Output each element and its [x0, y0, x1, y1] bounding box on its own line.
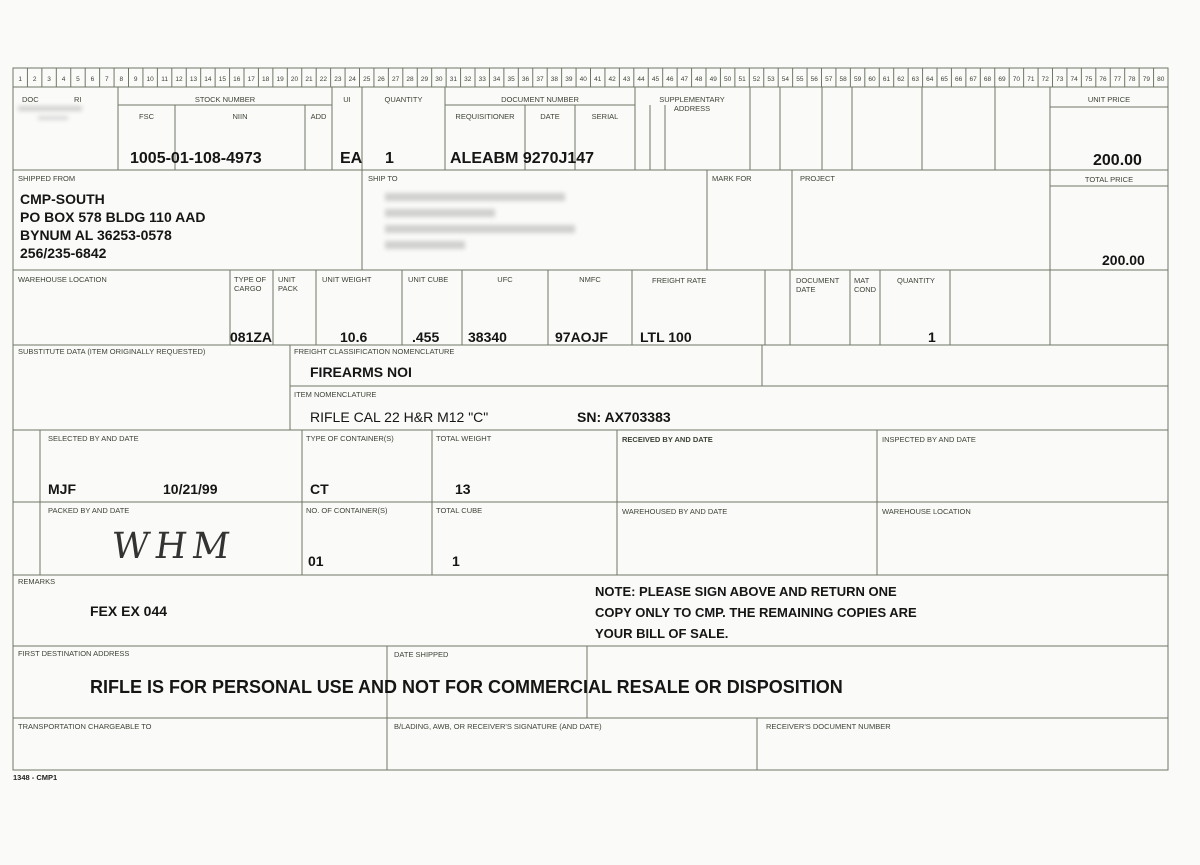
- card-column-number: 8: [119, 76, 124, 83]
- shipped-from-label: SHIPPED FROM: [18, 174, 76, 183]
- freight-rate-value: LTL 100: [640, 329, 692, 345]
- unit-price-value: 200.00: [1093, 152, 1142, 169]
- total-weight-label: TOTAL WEIGHT: [436, 434, 492, 443]
- add-label: ADD: [310, 112, 327, 121]
- card-column-number: 53: [767, 76, 775, 83]
- substitute-data-label: SUBSTITUTE DATA (ITEM ORIGINALLY REQUESTED): [18, 347, 206, 356]
- card-column-number: 5: [76, 76, 80, 83]
- card-column-number: 17: [247, 76, 255, 83]
- doc-label: DOC: [22, 95, 39, 104]
- card-column-number: 70: [1012, 76, 1021, 83]
- stock-number-value: 1005-01-108-4973: [130, 150, 262, 167]
- no-of-containers-value: 01: [308, 553, 324, 569]
- shipped-from-line-3: BYNUM AL 36253-0578: [20, 227, 172, 243]
- card-column-number: 51: [738, 76, 746, 83]
- card-column-number: 33: [478, 76, 486, 83]
- note-line-3: YOUR BILL OF SALE.: [595, 626, 729, 641]
- document-number-value: ALEABM 9270J147: [450, 150, 595, 167]
- card-column-number: 67: [969, 76, 977, 83]
- card-column-number: 74: [1070, 76, 1078, 83]
- received-by-label: RECEIVED BY AND DATE: [622, 435, 713, 444]
- card-column-number: 6: [90, 76, 95, 83]
- freight-rate-label: FREIGHT RATE: [652, 276, 707, 285]
- unit-cube-value: .455: [412, 329, 440, 345]
- blading-label: B/LADING, AWB, OR RECEIVER'S SIGNATURE (AND DATE): [394, 722, 602, 731]
- card-column-number: 31: [449, 76, 457, 83]
- card-column-number: 21: [305, 76, 313, 83]
- form-id: 1348 - CMP1: [13, 773, 58, 782]
- card-column-number: 32: [464, 76, 472, 83]
- card-column-number: 56: [810, 76, 818, 83]
- quantity2-label: QUANTITY: [897, 276, 935, 285]
- card-column-number: 44: [637, 76, 645, 83]
- card-column-number: 59: [853, 76, 862, 83]
- card-column-number: 11: [161, 76, 168, 83]
- card-column-number: 41: [594, 76, 602, 83]
- card-column-number: 15: [218, 76, 226, 83]
- selected-date-value: 10/21/99: [163, 481, 218, 497]
- card-column-number: 18: [262, 76, 270, 83]
- niin-label: NIIN: [232, 112, 248, 121]
- remarks-value: FEX EX 044: [90, 603, 168, 619]
- packed-by-label: PACKED BY AND DATE: [48, 506, 130, 515]
- ui-label: UI: [343, 95, 351, 104]
- mark-for-label: MARK FOR: [712, 174, 752, 183]
- card-column-number: 58: [839, 76, 847, 83]
- card-column-number: 48: [695, 76, 703, 83]
- card-column-number: 52: [752, 76, 761, 83]
- card-column-number: 37: [536, 76, 544, 83]
- card-column-number: 64: [926, 76, 934, 83]
- warehoused-by-label: WAREHOUSED BY AND DATE: [622, 507, 728, 516]
- no-of-containers-label: NO. OF CONTAINER(S): [306, 506, 388, 515]
- card-column-number: 62: [897, 76, 905, 83]
- note-line-2: COPY ONLY TO CMP. THE REMAINING COPIES ARE: [595, 605, 917, 620]
- card-column-number: 65: [940, 76, 948, 83]
- card-column-number: 66: [955, 76, 963, 83]
- card-column-number: 42: [608, 76, 616, 83]
- card-column-number: 29: [420, 76, 429, 83]
- card-column-number: 9: [133, 76, 138, 83]
- unit-weight-value: 10.6: [340, 329, 368, 345]
- fsc-label: FSC: [139, 112, 154, 121]
- card-column-number: 68: [983, 76, 992, 83]
- total-price-label: TOTAL PRICE: [1084, 175, 1134, 184]
- total-cube-value: 1: [452, 553, 460, 569]
- supplementary-address-label: SUPPLEMENTARY ADDRESS: [659, 95, 725, 113]
- requisitioner-label: REQUISITIONER: [455, 112, 515, 121]
- document-date-label: DOCUMENT DATE: [796, 276, 840, 294]
- quantity2-value: 1: [928, 329, 936, 345]
- mat-cond-label: MAT COND: [854, 276, 877, 294]
- note-line-1: NOTE: PLEASE SIGN ABOVE AND RETURN ONE: [595, 584, 897, 599]
- card-column-number: 28: [406, 76, 414, 83]
- receivers-doc-label: RECEIVER'S DOCUMENT NUMBER: [766, 722, 891, 731]
- total-cube-label: TOTAL CUBE: [436, 506, 483, 515]
- card-column-number: 23: [334, 76, 342, 83]
- freight-class-label: FREIGHT CLASSIFICATION NOMENCLATURE: [294, 347, 455, 356]
- card-column-number: 30: [435, 76, 443, 83]
- card-column-number: 10: [146, 76, 154, 83]
- type-of-containers-value: CT: [310, 481, 329, 497]
- card-column-number: 20: [290, 76, 299, 83]
- card-column-number: 80: [1157, 76, 1165, 83]
- nmfc-value: 97AOJF: [555, 329, 608, 345]
- card-column-number: 3: [47, 76, 51, 83]
- card-column-number: 19: [276, 76, 284, 83]
- nmfc-label: NMFC: [579, 275, 601, 284]
- first-destination-label: FIRST DESTINATION ADDRESS: [18, 649, 130, 658]
- item-nomenclature-label: ITEM NOMENCLATURE: [294, 390, 377, 399]
- card-column-number: 79: [1142, 76, 1150, 83]
- selected-by-label: SELECTED BY AND DATE: [48, 434, 139, 443]
- inspected-by-label: INSPECTED BY AND DATE: [882, 435, 976, 444]
- date-label: DATE: [540, 112, 560, 121]
- card-column-number: 55: [796, 76, 804, 83]
- card-column-number: 77: [1113, 76, 1122, 83]
- total-weight-value: 13: [455, 481, 471, 497]
- unit-weight-label: UNIT WEIGHT: [322, 275, 372, 284]
- card-column-number: 76: [1099, 76, 1107, 83]
- total-price-value: 200.00: [1102, 252, 1145, 268]
- unit-cube-label: UNIT CUBE: [408, 275, 449, 284]
- card-column-number: 43: [622, 76, 631, 83]
- card-column-number: 36: [521, 76, 530, 83]
- card-column-number: 34: [493, 76, 501, 83]
- unit-price-label: UNIT PRICE: [1087, 95, 1131, 104]
- shipped-from-line-4: 256/235-6842: [20, 245, 107, 261]
- stock-number-label: STOCK NUMBER: [194, 95, 256, 104]
- card-column-number: 57: [825, 76, 833, 83]
- personal-use-banner: RIFLE IS FOR PERSONAL USE AND NOT FOR COMMERCIAL RESALE OR DISPOSITION: [90, 677, 843, 697]
- ri-label: RI: [74, 95, 82, 104]
- ship-to-label: SHIP TO: [368, 174, 398, 183]
- shipped-from-line-2: PO BOX 578 BLDG 110 AAD: [20, 209, 206, 225]
- serial-no-value: SN: AX703383: [577, 409, 671, 425]
- card-column-number: 25: [363, 76, 371, 83]
- card-column-number: 45: [651, 76, 660, 83]
- card-column-number: 35: [507, 76, 515, 83]
- card-column-number: 40: [579, 76, 587, 83]
- type-of-cargo-value: 081ZA: [230, 329, 273, 345]
- card-column-number: 12: [175, 76, 183, 83]
- card-column-number: 4: [61, 76, 66, 83]
- card-column-number: 47: [680, 76, 688, 83]
- shipped-from-line-1: CMP-SOUTH: [20, 191, 105, 207]
- ufc-label: UFC: [497, 275, 513, 284]
- unit-pack-label: UNIT PACK: [278, 275, 298, 293]
- date-shipped-label: DATE SHIPPED: [394, 650, 449, 659]
- quantity-label: QUANTITY: [384, 95, 423, 104]
- card-column-number: 60: [868, 76, 876, 83]
- card-column-number: 46: [666, 76, 674, 83]
- card-column-number: 26: [377, 76, 385, 83]
- document-number-label: DOCUMENT NUMBER: [501, 95, 579, 104]
- warehouse-location2-label: WAREHOUSE LOCATION: [882, 507, 971, 516]
- card-column-number: 39: [565, 76, 573, 83]
- project-label: PROJECT: [800, 174, 836, 183]
- freight-class-value: FIREARMS NOI: [310, 364, 412, 380]
- card-column-number: 24: [348, 76, 356, 83]
- ufc-value: 38340: [468, 329, 507, 345]
- remarks-label: REMARKS: [18, 577, 56, 586]
- type-of-containers-label: TYPE OF CONTAINER(S): [306, 434, 394, 443]
- card-column-number: 1: [18, 76, 23, 83]
- card-column-number: 63: [911, 76, 919, 83]
- card-column-number: 54: [781, 76, 790, 83]
- packed-by-handwritten-initials: WHM: [109, 526, 239, 567]
- card-column-number: 72: [1041, 76, 1049, 83]
- card-column-number: 49: [709, 76, 717, 83]
- card-column-number: 78: [1128, 76, 1136, 83]
- type-of-cargo-label: TYPE OF CARGO: [234, 275, 267, 293]
- card-column-number: 2: [32, 76, 37, 83]
- ui-value: EA: [340, 150, 363, 167]
- card-column-number: 73: [1056, 76, 1064, 83]
- card-column-number: 71: [1027, 76, 1035, 83]
- item-nomenclature-value: RIFLE CAL 22 H&R M12 "C": [310, 409, 489, 425]
- selected-by-value: MJF: [48, 481, 76, 497]
- card-column-number: 13: [189, 76, 198, 83]
- card-column-number: 27: [391, 76, 400, 83]
- warehouse-location-label: WAREHOUSE LOCATION: [18, 275, 107, 284]
- quantity-value: 1: [385, 150, 394, 167]
- transportation-label: TRANSPORTATION CHARGEABLE TO: [18, 722, 152, 731]
- serial-label: SERIAL: [591, 112, 619, 121]
- card-column-number: 61: [882, 76, 891, 83]
- card-column-number: 7: [105, 76, 109, 83]
- card-column-number: 14: [204, 76, 212, 83]
- card-column-number: 75: [1084, 76, 1093, 83]
- card-column-number: 69: [998, 76, 1006, 83]
- card-column-number: 50: [724, 76, 732, 83]
- card-column-number: 22: [319, 76, 328, 83]
- card-column-number: 38: [550, 76, 559, 83]
- card-column-number: 16: [233, 76, 241, 83]
